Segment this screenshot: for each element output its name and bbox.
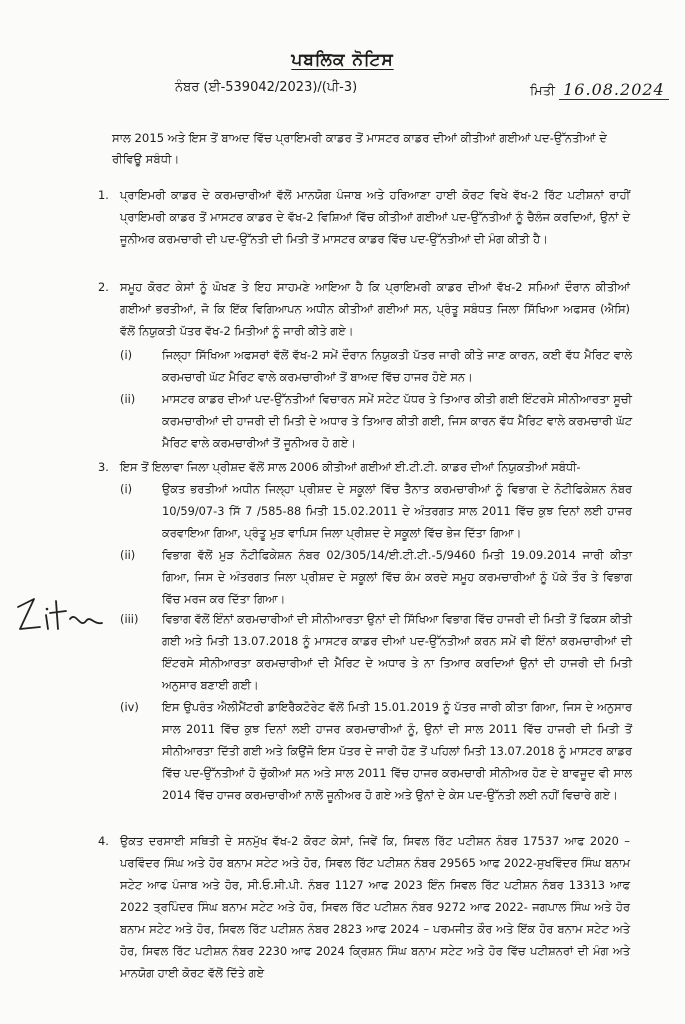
sub-item-number: (i) xyxy=(120,482,133,496)
paragraph-3: ਇਸ ਤੋਂ ਇਲਾਵਾ ਜਿਲਾ ਪ੍ਰੀਸ਼ਦ ਵੱਲੋਂ ਸਾਲ 2006 ਕੀਤੀਆਂ ਗਈਆਂ ਈ.ਟੀ.ਟੀ. ਕਾਡਰ ਦੀਆਂ ਨਿਯੁਕਤੀਆਂ ਸਬੰਧੀ- xyxy=(120,460,581,474)
sub-paragraph-3-i: ਉਕਤ ਭਰਤੀਆਂ ਅਧੀਨ ਜਿਲ੍ਹਾ ਪ੍ਰੀਸ਼ਦ ਦੇ ਸਕੂਲਾਂ ਵਿੱਚ ਤੈਨਾਤ ਕਰਮਚਾਰੀਆਂ ਨੂੰ ਵਿਭਾਗ ਦੇ ਨੋਟੀਫਿਕੇਸ਼ਨ ਨੰਬਰ 10/59/07-3 ਸਿੱ 7 /585-88 ਮਿਤੀ 15.02.2011 ਦੇ ਅੰਤਰਗਤ ਸਾਲ 2011 ਵਿੱਚ ਕੁਝ ਦਿਨਾਂ ਲਈ ਹਾਜਰ ਕਰਵਾਇਆ ਗਿਆ, ਪ੍ਰੰਤੂ ਮੁੜ ਵਾਪਿਸ ਜਿਲਾ ਪ੍ਰੀਸ਼ਦ ਦੇ ਸਕੂਲਾਂ ਵਿੱਚ ਭੇਜ ਦਿੱਤਾ ਗਿਆ। xyxy=(162,482,632,540)
sub-item-number: (iv) xyxy=(120,700,139,714)
paragraph-1: ਪ੍ਰਾਇਮਰੀ ਕਾਡਰ ਦੇ ਕਰਮਚਾਰੀਆਂ ਵੱਲੋਂ ਮਾਨਯੋਗ ਪੰਜਾਬ ਅਤੇ ਹਰਿਆਣਾ ਹਾਈ ਕੋਰਟ ਵਿਖੇ ਵੱਖ-2 ਰਿੱਟ ਪਟੀਸ਼ਨਾਂ ਰਾਹੀਂ ਪ੍ਰਾਇਮਰੀ ਕਾਡਰ ਤੋਂ ਮਾਸਟਰ ਕਾਡਰ ਦੇ ਵੱਖ-2 ਵਿਸ਼ਿਆਂ ਵਿੱਚ ਕੀਤੀਆਂ ਗਈਆਂ ਪਦ-ਉੱਨਤੀਆਂ ਨੂੰ ਚੈਲੰਜ ਕਰਦਿਆਂ, ਉਨਾਂ ਦੇ ਜੂਨੀਅਰ ਕਰਮਚਾਰੀ ਦੀ ਪਦ-ਉੱਨਤੀ ਦੀ ਮਿਤੀ ਤੋਂ ਮਾਸਟਰ ਕਾਡਰ ਵਿੱਚ ਪਦ-ਉੱਨਤੀਆਂ ਦੀ ਮੰਗ ਕੀਤੀ ਹੈ। xyxy=(120,188,630,246)
page-title: ਪਬਲਿਕ ਨੋਟਿਸ xyxy=(291,50,394,70)
sub-item-number: (iii) xyxy=(120,612,139,626)
item-number: 3. xyxy=(98,460,109,474)
sub-paragraph-3-iv: ਇਸ ਉਪਰੰਤ ਐਲੀਮੈਂਟਰੀ ਡਾਇਰੈਕਟੋਰੇਟ ਵੱਲੋਂ ਮਿਤੀ 15.01.2019 ਨੂੰ ਪੱਤਰ ਜਾਰੀ ਕੀਤਾ ਗਿਆ, ਜਿਸ ਦੇ ਅਨੁਸਾਰ ਸਾਲ 2011 ਵਿੱਚ ਕੁਝ ਦਿਨਾਂ ਲਈ ਹਾਜਰ ਕਰਮਚਾਰੀਆਂ ਨੂੰ, ਉਨਾਂ ਦੀ ਸਾਲ 2011 ਵਿੱਚ ਹਾਜਰੀ ਦੀ ਮਿਤੀ ਤੋਂ ਸੀਨੀਆਰਤਾ ਦਿੱਤੀ ਗਈ ਅਤੇ ਕਿਉਂਜੋ ਇਸ ਪੱਤਰ ਦੇ ਜਾਰੀ ਹੋਣ ਤੋਂ ਪਹਿਲਾਂ ਮਿਤੀ 13.07.2018 ਨੂੰ ਮਾਸਟਰ ਕਾਡਰ ਵਿੱਚ ਪਦ-ਉੱਨਤੀਆਂ ਹੋ ਚੁੱਕੀਆਂ ਸਨ ਅਤੇ ਸਾਲ 2011 ਵਿੱਚ ਹਾਜਰ ਕਰਮਚਾਰੀ ਸੀਨੀਅਰ ਹੋਣ ਦੇ ਬਾਵਜੂਦ ਵੀ ਸਾਲ 2014 ਵਿੱਚ ਹਾਜਰ ਕਰਮਚਾਰੀਆਂ ਨਾਲੋਂ ਜੂਨੀਅਰ ਹੋ ਗਏ ਅਤੇ ਉਨਾਂ ਦੇ ਕੇਸ ਪਦ-ਉੱਨਤੀ ਲਈ ਨਹੀਂ ਵਿਚਾਰੇ ਗਏ। xyxy=(162,700,632,802)
sub-paragraph-3-iii: ਵਿਭਾਗ ਵੱਲੋਂ ਇੰਨਾਂ ਕਰਮਚਾਰੀਆਂ ਦੀ ਸੀਨੀਆਰਤਾ ਉਨਾਂ ਦੀ ਸਿੱਖਿਆ ਵਿਭਾਗ ਵਿੱਚ ਹਾਜਰੀ ਦੀ ਮਿਤੀ ਤੋਂ ਫਿਕਸ ਕੀਤੀ ਗਈ ਅਤੇ ਮਿਤੀ 13.07.2018 ਨੂੰ ਮਾਸਟਰ ਕਾਡਰ ਦੀਆਂ ਪਦ-ਉੱਨਤੀਆਂ ਕਰਨ ਸਮੇਂ ਵੀ ਇੰਨਾਂ ਕਰਮਚਾਰੀਆਂ ਦੀ ਇੰਟਰਸੇ ਸੀਨੀਆਰਤਾ ਕਰਮਚਾਰੀਆਂ ਦੀ ਮੈਰਿਟ ਦੇ ਅਧਾਰ ਤੇ ਨਾ ਤਿਆਰ ਕਰਦਿਆਂ ਉਨਾਂ ਦੀ ਹਾਜਰੀ ਦੀ ਮਿਤੀ ਅਨੁਸਾਰ ਬਣਾਈ ਗਈ। xyxy=(162,612,632,692)
paragraph-4: ਉਕਤ ਦਰਸਾਈ ਸਥਿਤੀ ਦੇ ਸਨਮੁੱਖ ਵੱਖ-2 ਕੋਰਟ ਕੇਸਾਂ, ਜਿਵੇਂ ਕਿ, ਸਿਵਲ ਰਿੱਟ ਪਟੀਸ਼ਨ ਨੰਬਰ 17537 ਆਫ 2020 – ਪਰਵਿੰਦਰ ਸਿੰਘ ਅਤੇ ਹੋਰ ਬਨਾਮ ਸਟੇਟ ਅਤੇ ਹੋਰ, ਸਿਵਲ ਰਿੱਟ ਪਟੀਸ਼ਨ ਨੰਬਰ 29565 ਆਫ 2022-ਸੁਖਵਿੰਦਰ ਸਿੰਘ ਬਨਾਮ ਸਟੇਟ ਆਫ ਪੰਜਾਬ ਅਤੇ ਹੋਰ, ਸੀ.ਓ.ਸੀ.ਪੀ. ਨੰਬਰ 1127 ਆਫ 2023 ਇੰਨ ਸਿਵਲ ਰਿੱਟ ਪਟੀਸ਼ਨ ਨੰਬਰ 13313 ਆਫ 2022 ਤ੍ਰਪਿੰਦਰ ਸਿੰਘ ਬਨਾਮ ਸਟੇਟ ਅਤੇ ਹੋਰ, ਸਿਵਲ ਰਿੱਟ ਪਟੀਸ਼ਨ ਨੰਬਰ 9272 ਆਫ 2022- ਜਗਪਾਲ ਸਿੰਘ ਅਤੇ ਹੋਰ ਬਨਾਮ ਸਟੇਟ ਅਤੇ ਹੋਰ, ਸਿਵਲ ਰਿੱਟ ਪਟੀਸ਼ਨ ਨੰਬਰ 2823 ਆਫ 2024 – ਪਰਮਜੀਤ ਕੌਰ ਅਤੇ ਇੱਕ ਹੋਰ ਬਨਾਮ ਸਟੇਟ ਅਤੇ ਹੋਰ, ਸਿਵਲ ਰਿੱਟ ਪਟੀਸ਼ਨ ਨੰਬਰ 2230 ਆਫ 2024 ਕ੍ਰਿਸ਼ਨ ਸਿੰਘ ਬਨਾਮ ਸਟੇਟ ਅਤੇ ਹੋਰ ਵਿੱਚ ਪਟੀਸ਼ਨਰਾਂ ਦੀ ਮੰਗ ਅਤੇ ਮਾਨਯੋਗ ਹਾਈ ਕੋਰਟ ਵੱਲੋਂ ਦਿੱਤੇ ਗਏ xyxy=(120,834,630,980)
date-value: 16.08.2024 xyxy=(559,80,669,100)
sub-item-number: (i) xyxy=(120,348,133,362)
sub-paragraph-2-i: ਜਿਲ੍ਹਾ ਸਿੱਖਿਆ ਅਫਸਰਾਂ ਵੱਲੋਂ ਵੱਖ-2 ਸਮੇਂ ਦੌਰਾਨ ਨਿਯੁਕਤੀ ਪੱਤਰ ਜਾਰੀ ਕੀਤੇ ਜਾਣ ਕਾਰਨ, ਕਈ ਵੱਧ ਮੈਰਿਟ ਵਾਲੇ ਕਰਮਚਾਰੀ ਘੱਟ ਮੈਰਿਟ ਵਾਲੇ ਕਰਮਚਾਰੀਆਂ ਤੋਂ ਬਾਅਦ ਵਿੱਚ ਹਾਜਰ ਹੋਏ ਸਨ। xyxy=(162,348,632,384)
reference-number: ਨੰਬਰ (ਈ-539042/2023)/(ਪੀ-3) xyxy=(175,80,358,95)
date-label: ਮਿਤੀ xyxy=(530,84,555,99)
date-line xyxy=(530,80,669,99)
item-number: 1. xyxy=(98,188,109,202)
sub-item-number: (ii) xyxy=(120,548,136,562)
signature-mark xyxy=(10,585,120,645)
subject-line: ਸਾਲ 2015 ਅਤੇ ਇਸ ਤੋਂ ਬਾਅਦ ਵਿੱਚ ਪ੍ਰਾਇਮਰੀ ਕਾਡਰ ਤੋਂ ਮਾਸਟਰ ਕਾਡਰ ਦੀਆਂ ਕੀਤੀਆਂ ਗਈਆਂ ਪਦ-ਉੱਨਤੀਆਂ ਦੇ ਰੀਵਿਊ ਸਬੰਧੀ। xyxy=(112,131,607,166)
item-number: 4. xyxy=(98,834,109,848)
sub-paragraph-2-ii: ਮਾਸਟਰ ਕਾਡਰ ਦੀਆਂ ਪਦ-ਉੱਨਤੀਆਂ ਵਿਚਾਰਨ ਸਮੇਂ ਸਟੇਟ ਪੱਧਰ ਤੇ ਤਿਆਰ ਕੀਤੀ ਗਈ ਇੰਟਰਸੇ ਸੀਨੀਆਰਤਾ ਸੂਚੀ ਕਰਮਚਾਰੀਆਂ ਦੀ ਹਾਜਰੀ ਦੀ ਮਿਤੀ ਦੇ ਅਧਾਰ ਤੇ ਤਿਆਰ ਕੀਤੀ ਗਈ, ਜਿਸ ਕਾਰਨ ਵੱਧ ਮੈਰਿਟ ਵਾਲੇ ਕਰਮਚਾਰੀ ਘੱਟ ਮੈਰਿਟ ਵਾਲੇ ਕਰਮਚਾਰੀਆਂ ਤੋਂ ਜੂਨੀਅਰ ਹੋ ਗਏ। xyxy=(162,392,632,450)
item-number: 2. xyxy=(98,280,109,294)
paragraph-2: ਸਮੂਹ ਕੋਰਟ ਕੇਸਾਂ ਨੂੰ ਘੋਖਣ ਤੇ ਇਹ ਸਾਹਮਣੇ ਆਇਆ ਹੈ ਕਿ ਪ੍ਰਾਇਮਰੀ ਕਾਡਰ ਦੀਆਂ ਵੱਖ-2 ਸਮਿਆਂ ਦੌਰਾਨ ਕੀਤੀਆਂ ਗਈਆਂ ਭਰਤੀਆਂ, ਜੋ ਕਿ ਇੱਕ ਵਿਗਿਆਪਨ ਅਧੀਨ ਕੀਤੀਆਂ ਗਈਆਂ ਸਨ, ਪ੍ਰੰਤੂ ਸਬੰਧਤ ਜਿਲਾ ਸਿੱਖਿਆ ਅਫਸਰ (ਐਸਿ) ਵੱਲੋਂ ਨਿਯੁਕਤੀ ਪੱਤਰ ਵੱਖ-2 ਮਿਤੀਆਂ ਨੂੰ ਜਾਰੀ ਕੀਤੇ ਗਏ। xyxy=(120,280,630,338)
sub-item-number: (ii) xyxy=(120,392,136,406)
sub-paragraph-3-ii: ਵਿਭਾਗ ਵੱਲੋਂ ਮੁੜ ਨੋਟੀਫਿਕੇਸ਼ਨ ਨੰਬਰ 02/305/14/ਈ.ਟੀ.ਟੀ.-5/9460 ਮਿਤੀ 19.09.2014 ਜਾਰੀ ਕੀਤਾ ਗਿਆ, ਜਿਸ ਦੇ ਅੰਤਰਗਤ ਜਿਲਾ ਪ੍ਰੀਸ਼ਦ ਦੇ ਸਕੂਲਾਂ ਵਿੱਚ ਕੰਮ ਕਰਦੇ ਸਮੂਹ ਕਰਮਚਾਰੀਆਂ ਨੂੰ ਪੱਕੇ ਤੌਰ ਤੇ ਵਿਭਾਗ ਵਿੱਚ ਮਰਜ ਕਰ ਦਿੱਤਾ ਗਿਆ। xyxy=(162,548,632,606)
